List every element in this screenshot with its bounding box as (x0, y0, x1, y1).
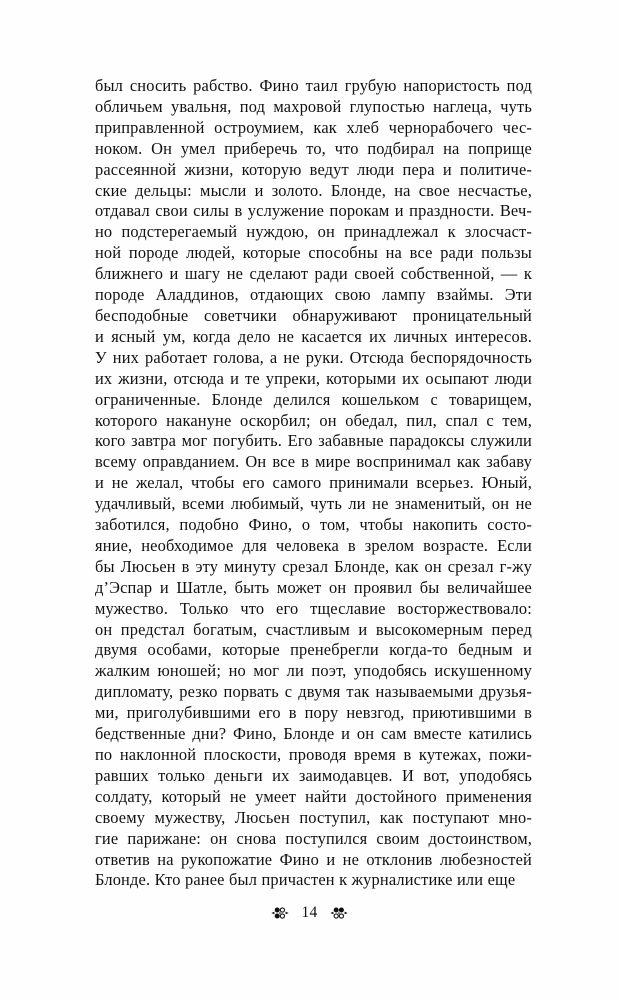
text-line: бы Люсьен в эту минуту срезал Блонде, как он срезал г-жу (95, 556, 532, 576)
text-line: двумя особами, которые пренебрегли когда-то бедным и (95, 640, 532, 660)
text-line: но подстерегаемый нуждою, он принадлежал к злосчаст- (95, 222, 532, 242)
text-line: яние, необходимое для человека в зрелом возрасте. Если (95, 535, 532, 555)
text-line: д’Эспар и Шатле, быть может он проявил бы величайшее (95, 577, 532, 597)
text-line: которого накануне оскорбил; он обедал, пил, спал с тем, (95, 410, 532, 430)
text-line: своему мужеству, Люсьен поступил, как поступают мно- (95, 807, 532, 827)
text-line: ной породе людей, которые способны на все ради пользы (95, 243, 532, 263)
floral-quatrefoil-ornament-right-icon (329, 903, 349, 923)
text-line: удачливый, всеми любимый, чуть ли не знаменитый, он не (95, 494, 532, 514)
text-line: он предстал богатым, счастливым и высокомерным перед (95, 619, 532, 639)
page-text-block (95, 76, 532, 891)
text-line: ские дельцы: мысли и золото. Блонде, на свое несчастье, (95, 180, 532, 200)
text-line: У них работает голова, а не руки. Отсюда беспорядочность (95, 347, 532, 367)
text-line: отдавал свои силы в услужение порокам и праздности. Веч- (95, 201, 532, 221)
text-line: дипломату, резко порвать с двумя так называемыми друзья- (95, 682, 532, 702)
text-line: ближнего и шагу не сделают ради своей собственной, — к (95, 264, 532, 284)
text-line: гие парижане: он снова поступился своим достоинством, (95, 828, 532, 848)
text-line: и ясный ум, когда дело не касается их личных интересов. (95, 326, 532, 346)
text-line: по наклонной плоскости, проводя время в кутежах, пожи- (95, 745, 532, 764)
text-line: кого завтра мог погубить. Его забавные парадоксы служили (95, 431, 532, 451)
text-line: Блонде. Кто ранее был причастен к журналистике или еще (95, 870, 516, 890)
text-line: ми, приголубившими его в пору невзгод, приютившими в (95, 703, 532, 723)
text-line: их жизни, отсюда и те упреки, которыми их осыпают люди (95, 368, 532, 388)
text-line: рассеянной жизни, которую ведут люди пера и политиче- (95, 159, 532, 179)
text-line: солдату, который не умеет найти достойного применения (95, 786, 532, 806)
text-line: бедственные дни? Фино, Блонде и он сам вместе катились (95, 724, 532, 744)
text-line: приправленной остроумием, как хлеб чернорабочего чес- (95, 117, 532, 137)
page-number: 14 (301, 904, 318, 921)
page-footer (0, 903, 619, 923)
text-line: заботился, подобно Фино, о том, чтобы накопить состо- (95, 515, 532, 535)
text-line: ответив на рукопожатие Фино и не отклонив любезностей (95, 849, 532, 869)
text-line: ноком. Он умел приберечь то, что подбирал на поприще (95, 138, 532, 158)
text-line: и не желал, чтобы его самого принимали всерьез. Юный, (95, 473, 532, 493)
text-line: равших только деньги их заимодавцев. И вот, уподобясь (95, 765, 532, 785)
floral-quatrefoil-ornament-left-icon (270, 903, 290, 923)
text-line: всему оправданием. Он все в мире воспринимал как забаву (95, 452, 532, 472)
text-line: был сносить рабство. Фино таил грубую напористость под (95, 76, 532, 95)
body-paragraph (95, 76, 532, 891)
text-line: жалким юношей; но мог ли поэт, уподобясь искушенному (95, 661, 532, 681)
text-line: мужество. Только что его тщеславие восторжествовало: (95, 598, 532, 618)
text-line: обличьем увальня, под махровой глупостью наглеца, чуть (95, 96, 532, 116)
text-line: породе Аладдинов, отдающих свою лампу взаймы. Эти (95, 285, 532, 305)
text-line: бесподобные советчики обнаруживают проницательный (95, 305, 532, 325)
text-line: ограниченные. Блонде делился кошельком с товарищем, (95, 389, 532, 409)
